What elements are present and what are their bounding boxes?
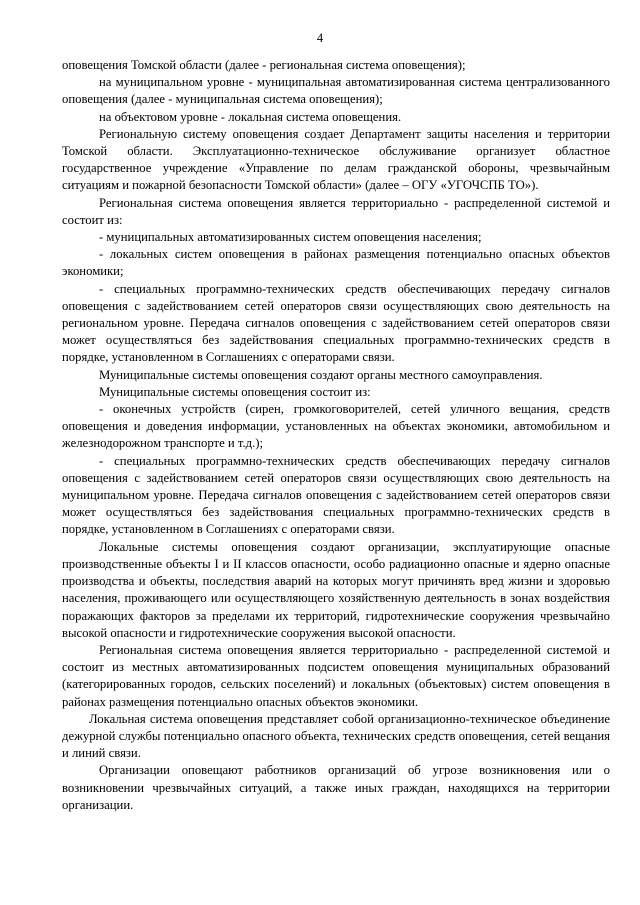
paragraph-municipal-structure: Муниципальные системы оповещения состоит из: bbox=[99, 384, 371, 399]
list-item-municipal-systems: - муниципальных автоматизированных систем оповещения населения; bbox=[99, 230, 482, 245]
list-item-terminal-devices: - оконечных устройств (сирен, громкоговорителей, сетей уличного вещания, средств оповещения и доведения информации, установленных на объектах экономики, автомобильном и железнодорожном транспорте и т.д.); bbox=[62, 402, 610, 451]
paragraph-regional-continuation: оповещения Томской области (далее - региональная система оповещения); bbox=[62, 58, 466, 72]
paragraph-local-definition: Локальная система оповещения представляет собой организационно-техническое объединение дежурной службы потенциально опасного объекта, технических средств оповещения, сетей вещания и линий связи. bbox=[62, 711, 610, 761]
document-body bbox=[62, 57, 610, 814]
paragraph-regional-creator: Региональную систему оповещения создает Департамент защиты населения и территории Томской области. Эксплуатационно-техническое обслуживание организует областное государственное учреждение «Управление по делам гражданской обороны, чрезвычайным ситуациям и пожарной безопасности Томской области» (далее – ОГУ «УГОЧСПБ ТО»). bbox=[62, 126, 610, 193]
page-number: 4 bbox=[316, 31, 324, 45]
paragraph-regional-structure: Региональная система оповещения является территориально - распределенной системой и состоит из: bbox=[62, 195, 610, 227]
paragraph-regional-distributed: Региональная система оповещения является территориально - распределенной системой и состоит из местных автоматизированных подсистем оповещения муниципальных образований (категорированных городов, сельских поселений) и локальных (объектовых) систем оповещения в районах размещения потенциально опасных объектов экономики. bbox=[62, 642, 610, 709]
paragraph-municipal-level: на муниципальном уровне - муниципальная автоматизированная система централизованного оповещения (далее - муниципальная система оповещения); bbox=[62, 75, 610, 107]
paragraph-municipal-creator: Муниципальные системы оповещения создают органы местного самоуправления. bbox=[99, 367, 543, 382]
paragraph-object-level: на объектовом уровне - локальная система оповещения. bbox=[99, 109, 402, 124]
list-item-municipal-software: - специальных программно-технических средств обеспечивающих передачу сигналов оповещения с задействованием сетей операторов связи осуществляющих свою деятельность на муниципальном уровне. Передача сигналов оповещения с задействованием сетей операторов связи может осуществляться без задействования специальных программно-технических средств в порядке, установленном в Соглашениях с операторами связи. bbox=[62, 453, 610, 537]
paragraph-local-creators: Локальные системы оповещения создают организации, эксплуатирующие опасные производственные объекты I и II классов опасности, особо радиационно опасные и ядерно опасные производства и объекты, последствия аварий на которых могут причинять вред жизни и здоровью населения, проживающего или осуществляющего хозяйственную деятельность в зонах воздействия поражающих факторов за пределами их территорий, гидротехнические сооружения чрезвычайно высокой опасности и гидротехнические сооружения высокой опасности. bbox=[62, 539, 610, 640]
list-item-regional-software: - специальных программно-технических средств обеспечивающих передачу сигналов оповещения с задействованием сетей операторов связи осуществляющих свою деятельность на региональном уровне. Передача сигналов оповещения с задействованием сетей операторов связи может осуществляться без задействования специальных программно-технических средств в порядке, установленном в Соглашениях с операторами связи. bbox=[62, 281, 610, 365]
paragraph-organizations-notify: Организации оповещают работников организаций об угрозе возникновения или о возникновении чрезвычайных ситуаций, а также иных граждан, находящихся на территории организации. bbox=[62, 763, 610, 812]
list-item-local-systems: - локальных систем оповещения в районах размещения потенциально опасных объектов экономики; bbox=[62, 247, 610, 279]
